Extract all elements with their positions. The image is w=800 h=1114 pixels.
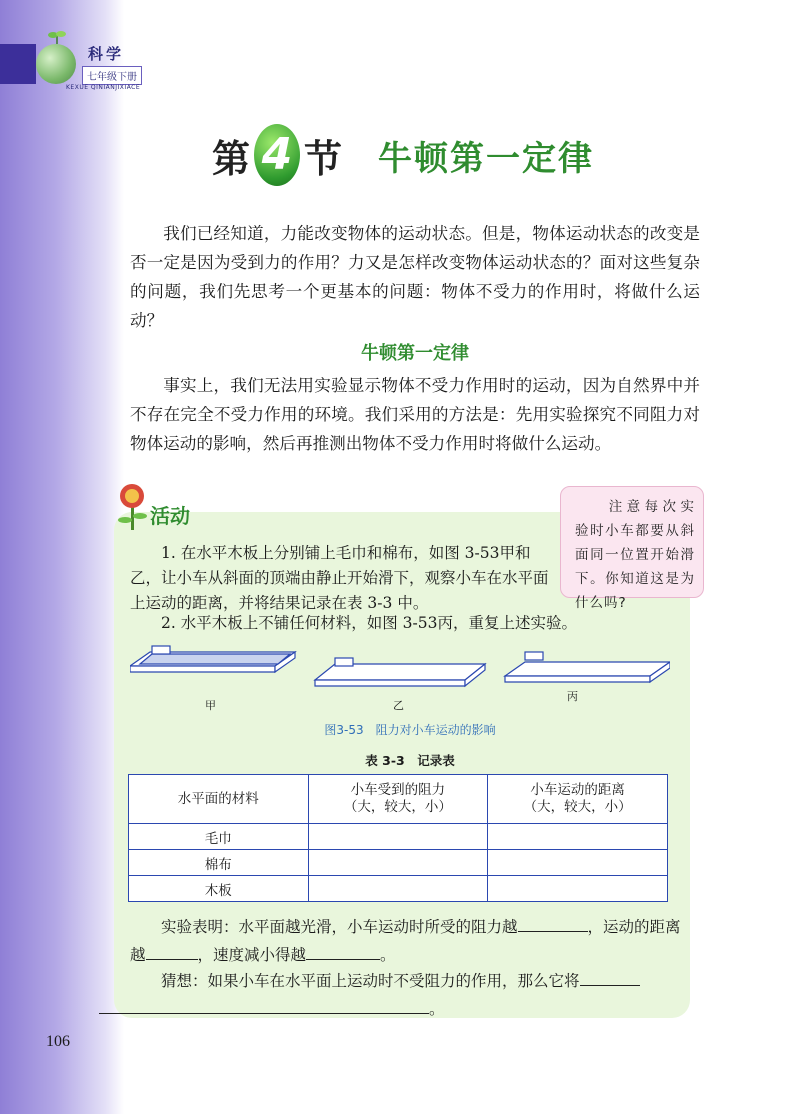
distance-cell[interactable] <box>488 876 668 902</box>
activity-label: 活动 <box>150 504 190 528</box>
record-table <box>128 774 668 902</box>
row-material: 木板 <box>129 876 309 902</box>
figure-caption: 图3-53 阻力对小车运动的影响 <box>324 723 496 737</box>
blank-guess-1[interactable] <box>580 969 640 986</box>
globe-logo-icon <box>36 44 76 84</box>
note-box <box>560 486 704 611</box>
ramp-towel-illustration <box>130 646 295 672</box>
activity-step-2: 2. 水平木板上不铺任何材料，如图 3-53丙，重复上述实验。 <box>161 614 577 632</box>
intro-paragraph: 我们已经知道，力能改变物体的运动状态。但是，物体运动状态的改变是否一定是因为受到力的作用？力又是怎样改变物体运动状态的？面对这些复杂的问题，我们先思考一个更基本的问题：物体不受力的作用时，将做什么运动？ <box>130 224 700 330</box>
subsection-heading: 牛顿第一定律 <box>361 343 469 364</box>
hypothesis: 猜想：如果小车在水平面上运动时不受阻力的作用，那么它将 。 <box>130 967 690 1023</box>
method-paragraph: 事实上，我们无法用实验显示物体不受力作用时的运动，因为自然界中并不存在完全不受力作用的环境。我们采用的方法是：先用实验探究不同阻力对物体运动的影响，然后再推测出物体不受力作用时将做什么运动。 <box>130 376 700 453</box>
distance-cell[interactable] <box>488 824 668 850</box>
figure-label-b: 乙 <box>393 699 404 712</box>
header-resistance: 小车受到的阻力 （大，较大，小） <box>308 775 488 824</box>
blank-guess-2[interactable] <box>99 997 429 1014</box>
experiment-result: 实验表明：水平面越光滑，小车运动时所受的阻力越 ，运动的距离越 ，速度减小得越 。 <box>130 913 690 969</box>
sprout-icon <box>48 30 66 44</box>
title-prefix: 第 <box>212 136 251 181</box>
blank-resistance[interactable] <box>518 915 588 932</box>
header-distance: 小车运动的距离 （大，较大，小） <box>488 775 668 824</box>
ramp-wood-illustration <box>505 652 670 682</box>
book-grade-label: 七年级下册 <box>82 66 142 85</box>
section-title <box>212 120 594 190</box>
book-pinyin: KEXUE QINIANJIXIACE <box>66 84 141 91</box>
resistance-cell[interactable] <box>308 850 488 876</box>
row-material: 毛巾 <box>129 824 309 850</box>
table-row <box>129 850 668 876</box>
blank-speed[interactable] <box>306 943 380 960</box>
book-series-title: 科学 <box>88 45 125 63</box>
activity-step-1: 1. 在水平木板上分别铺上毛巾和棉布，如图 3-53甲和乙，让小车从斜面的顶端由静止开始滑下，观察小车在水平面上运动的距离，并将结果记录在表 3-3 中。 <box>130 544 549 612</box>
page-number: 106 <box>46 1033 70 1050</box>
activity-flower-icon <box>112 482 152 532</box>
note-text: 注意每次实验时小车都要从斜面同一位置开始滑下。你知道这是为什么吗? <box>575 499 695 611</box>
table-header-row <box>129 775 668 824</box>
resistance-cell[interactable] <box>308 876 488 902</box>
blank-distance[interactable] <box>146 943 198 960</box>
resistance-cell[interactable] <box>308 824 488 850</box>
table-title: 表 3-3 记录表 <box>365 753 455 768</box>
section-number-badge: 4 <box>254 124 300 186</box>
section-name: 牛顿第一定律 <box>378 138 595 179</box>
ramp-cotton-illustration <box>315 658 485 686</box>
figure-label-a: 甲 <box>205 699 216 712</box>
table-row <box>129 876 668 902</box>
header-material: 水平面的材料 <box>129 775 309 824</box>
page-margin-band <box>0 0 124 1114</box>
distance-cell[interactable] <box>488 850 668 876</box>
table-row <box>129 824 668 850</box>
title-suffix: 节 <box>304 136 343 181</box>
row-material: 棉布 <box>129 850 309 876</box>
figure-label-c: 丙 <box>567 690 578 703</box>
header-band <box>0 44 36 84</box>
